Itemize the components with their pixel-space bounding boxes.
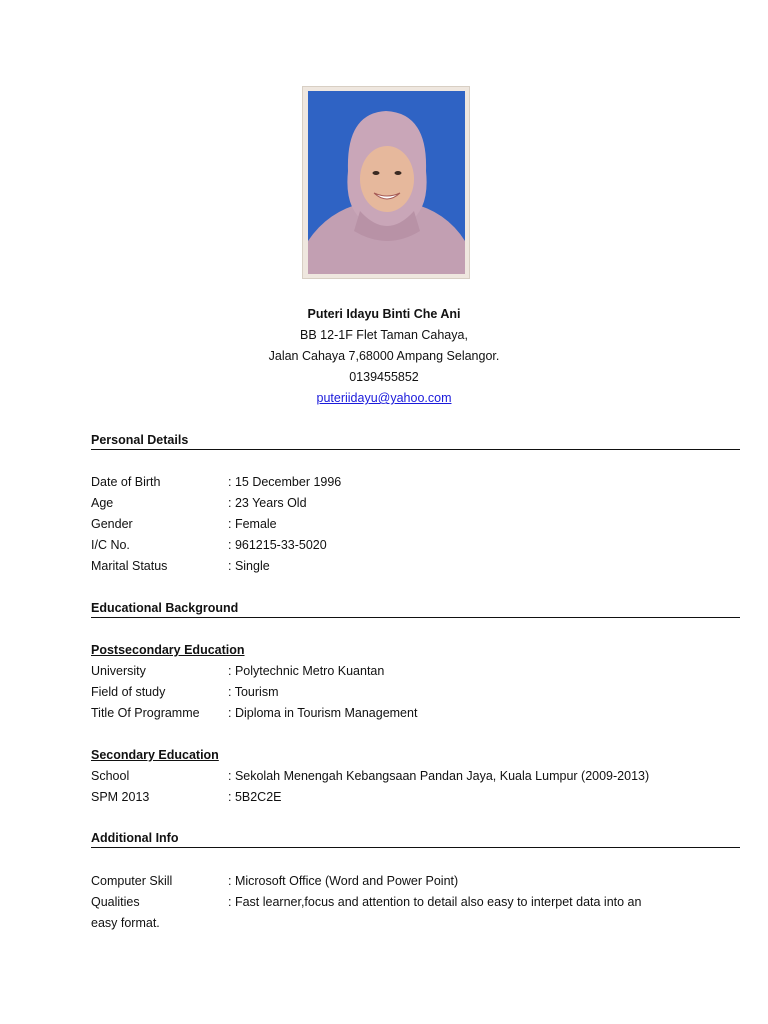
contact-header bbox=[0, 305, 768, 410]
address-line-2: Jalan Cahaya 7,68000 Ampang Selangor. bbox=[268, 349, 500, 363]
applicant-name: Puteri Idayu Binti Che Ani bbox=[307, 307, 461, 321]
detail-row bbox=[91, 664, 751, 680]
detail-row bbox=[91, 496, 751, 512]
detail-row bbox=[91, 895, 751, 911]
row-value: : Female bbox=[228, 517, 277, 531]
phone-number: 0139455852 bbox=[349, 370, 419, 384]
row-value: : Single bbox=[228, 559, 270, 573]
detail-row bbox=[91, 706, 751, 722]
row-label: School bbox=[91, 769, 130, 783]
qualities-continuation: easy format. bbox=[91, 916, 160, 930]
row-value: : Diploma in Tourism Management bbox=[228, 706, 418, 720]
row-label: Title Of Programme bbox=[91, 706, 200, 720]
row-value: : Fast learner,focus and attention to detail also easy to interpet data into an bbox=[228, 895, 642, 909]
row-value: : Sekolah Menengah Kebangsaan Pandan Jaya, Kuala Lumpur (2009-2013) bbox=[228, 769, 650, 783]
detail-row bbox=[91, 517, 751, 533]
detail-row bbox=[91, 769, 751, 785]
additional-info-heading: Additional Info bbox=[91, 831, 740, 848]
secondary-heading: Secondary Education bbox=[91, 748, 219, 762]
personal-details-heading: Personal Details bbox=[91, 433, 740, 450]
row-label: SPM 2013 bbox=[91, 790, 150, 804]
address-line-1: BB 12-1F Flet Taman Cahaya, bbox=[300, 328, 468, 342]
profile-photo bbox=[302, 86, 470, 279]
row-value: : Tourism bbox=[228, 685, 279, 699]
row-value: : Microsoft Office (Word and Power Point) bbox=[228, 874, 459, 888]
education-heading: Educational Background bbox=[91, 601, 740, 618]
row-label: Marital Status bbox=[91, 559, 168, 573]
row-value: : 5B2C2E bbox=[228, 790, 282, 804]
row-label: University bbox=[91, 664, 146, 678]
detail-row bbox=[91, 538, 751, 554]
row-label: Computer Skill bbox=[91, 874, 173, 888]
row-label: Field of study bbox=[91, 685, 166, 699]
row-label: Date of Birth bbox=[91, 475, 161, 489]
postsecondary-heading: Postsecondary Education bbox=[91, 643, 245, 657]
email-link[interactable]: puteriidayu@yahoo.com bbox=[316, 391, 452, 405]
row-label: I/C No. bbox=[91, 538, 130, 552]
detail-row bbox=[91, 475, 751, 491]
row-value: : Polytechnic Metro Kuantan bbox=[228, 664, 385, 678]
detail-row bbox=[91, 874, 751, 890]
portrait-illustration bbox=[308, 91, 465, 274]
detail-row bbox=[91, 559, 751, 575]
row-value: : 15 December 1996 bbox=[228, 475, 342, 489]
row-value: : 961215-33-5020 bbox=[228, 538, 327, 552]
row-label: Age bbox=[91, 496, 114, 510]
row-label: Gender bbox=[91, 517, 133, 531]
detail-row bbox=[91, 685, 751, 701]
detail-row bbox=[91, 790, 751, 806]
row-label: Qualities bbox=[91, 895, 140, 909]
row-value: : 23 Years Old bbox=[228, 496, 307, 510]
